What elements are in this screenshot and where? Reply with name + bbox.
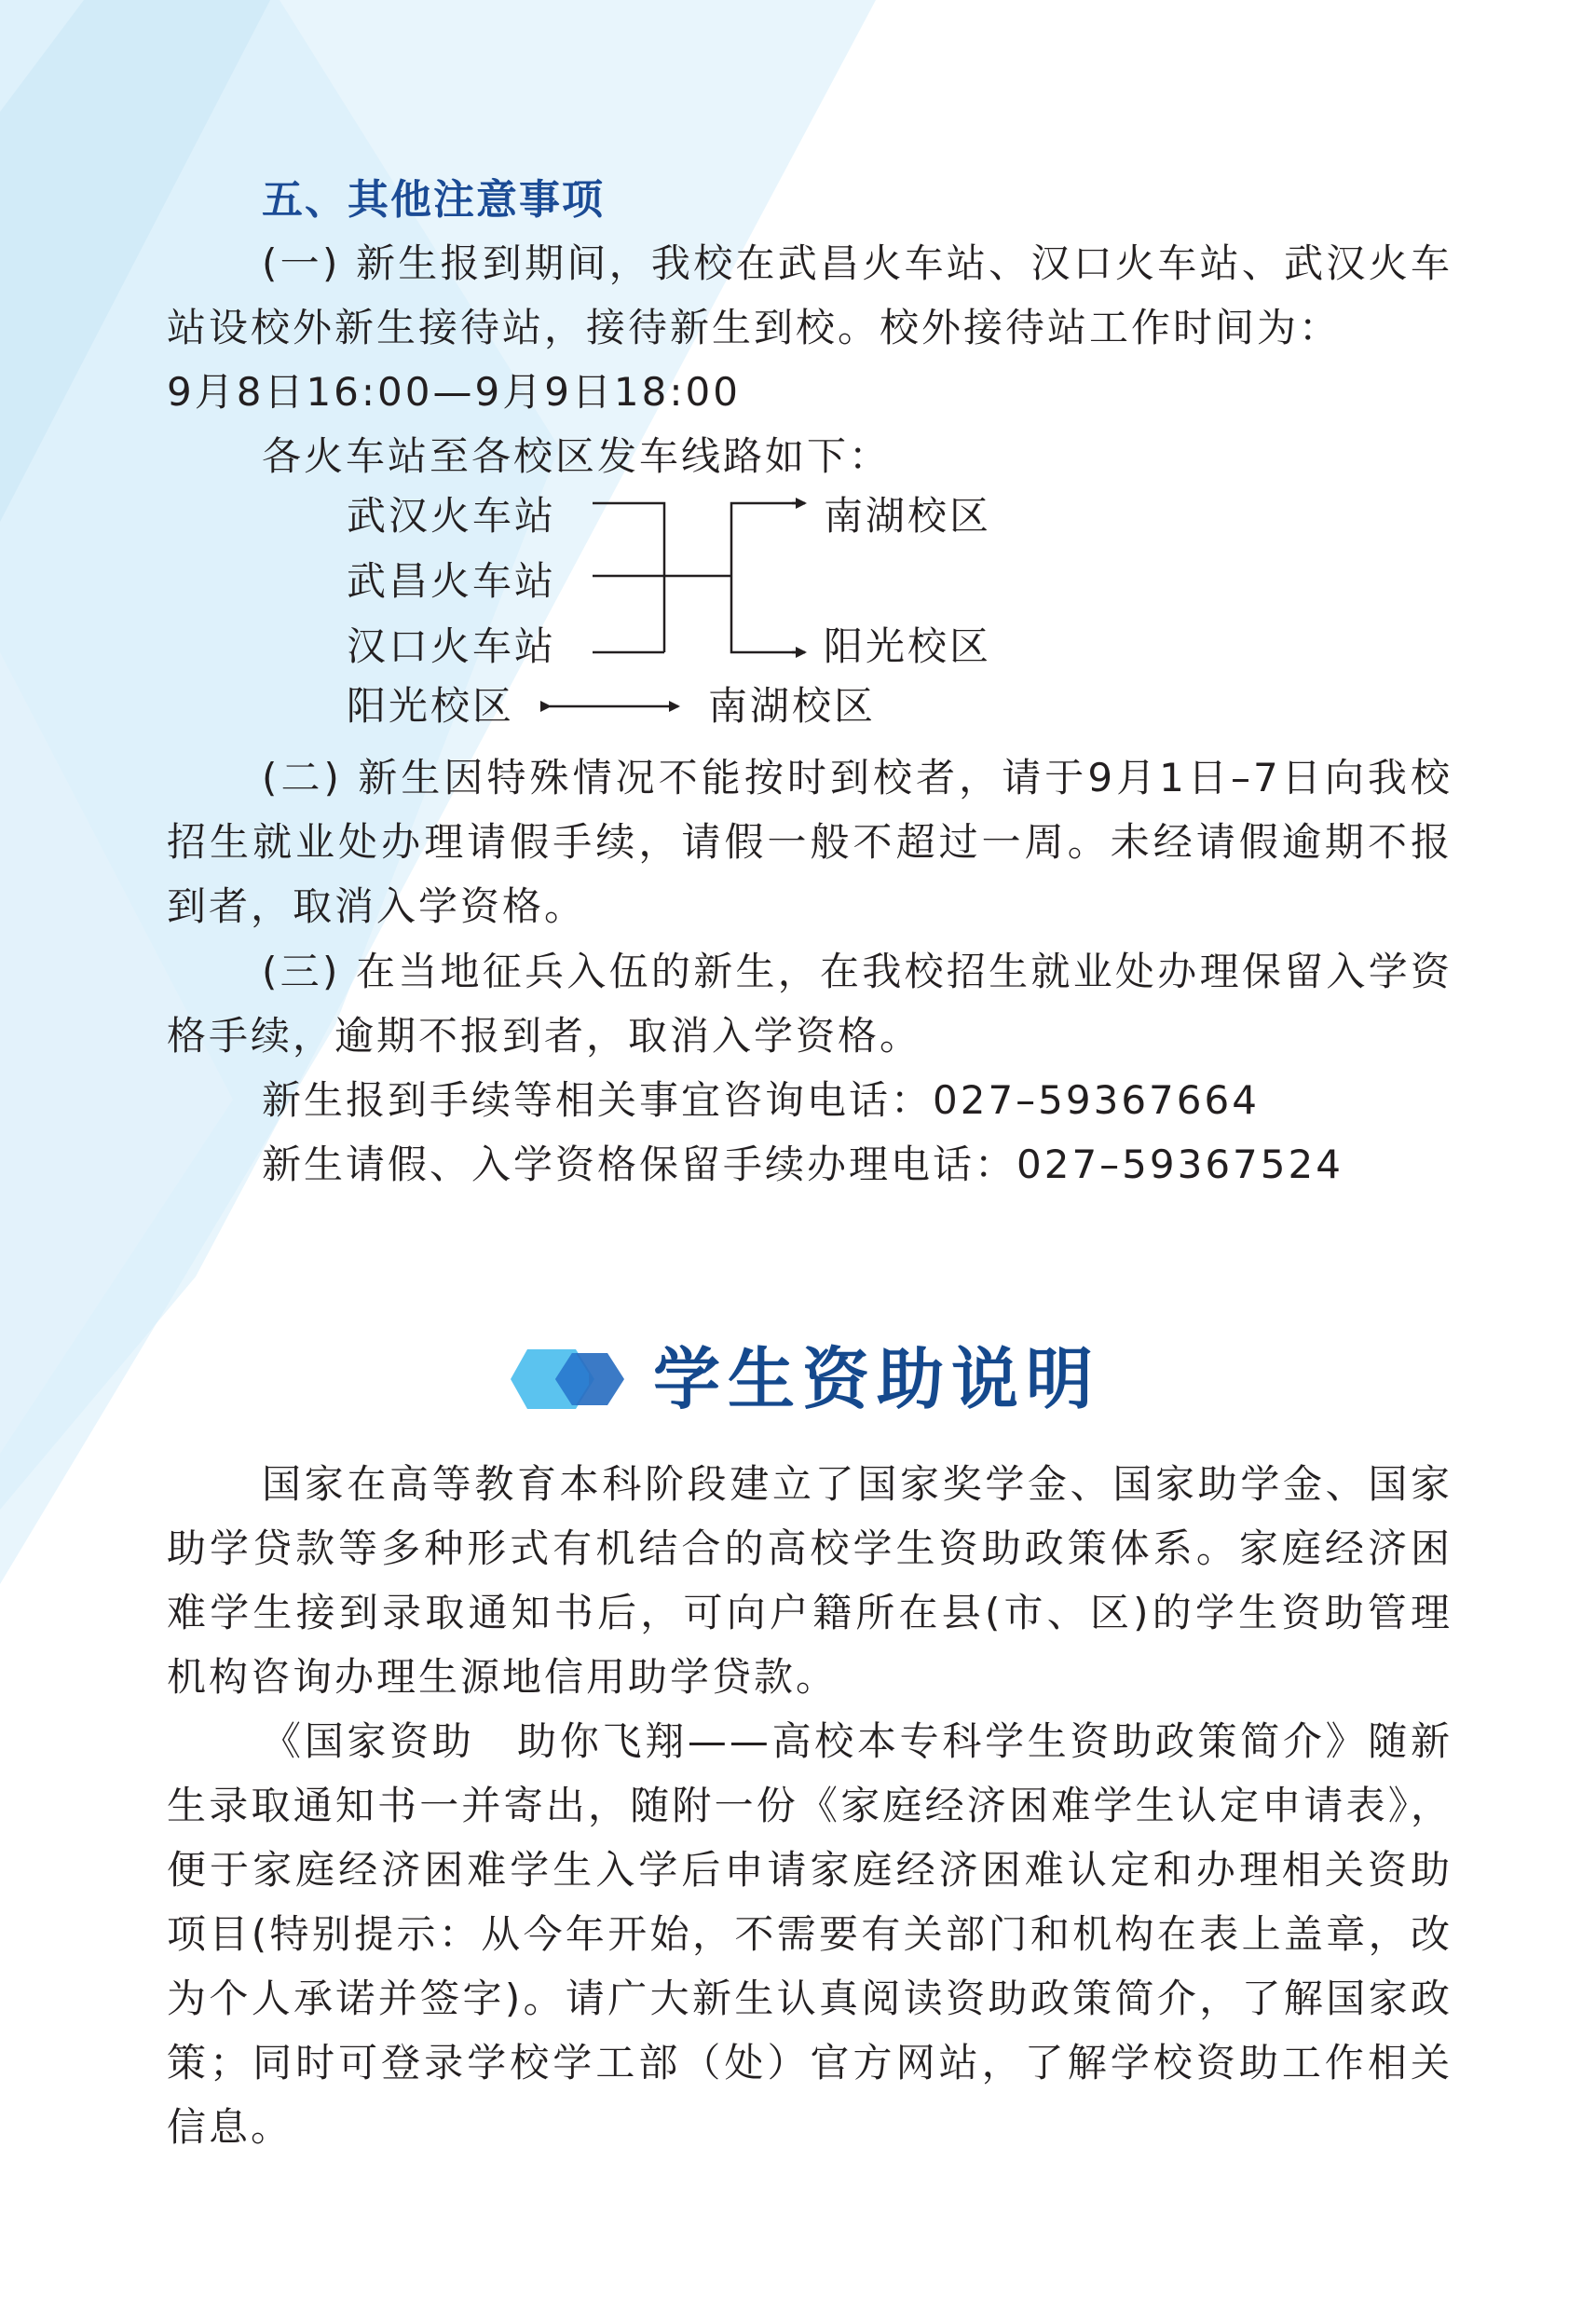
station-wuchang: 武昌火车站 [347,558,557,604]
routes-intro: 各火车站至各校区发车线路如下： [262,433,892,479]
campus-yangguang: 阳光校区 [824,623,992,669]
station-hankou: 汉口火车站 [347,623,557,669]
notes-paragraph-2: (二) 新生因特殊情况不能按时到校者，请于9月1日–7日向我校招生就业处办理请假手续，请假一般不超过一周。未经请假逾期不报到者，取消入学资格。 [167,755,1453,929]
notes-paragraph-3: (三) 在当地征兵入伍的新生，在我校招生就业处办理保留入学资格手续，逾期不报到者，取消入学资格。 [167,949,1453,1059]
route-line-wuhan [593,503,664,652]
shuttle-to: 南湖校区 [708,683,877,729]
route-diagram-lines [0,0,1596,745]
notes-heading: 五、其他注意事项 [262,176,605,224]
hexagon-icon [511,1342,626,1416]
campus-nanhu: 南湖校区 [824,493,992,539]
station-wuhan: 武汉火车站 [347,493,557,539]
aid-paragraph-1: 国家在高等教育本科阶段建立了国家奖学金、国家助学金、国家助学贷款等多种形式有机结合的高校学生资助政策体系。家庭经济困难学生接到录取通知书后，可向户籍所在县(市、区)的学生资助管理机构咨询办理生源地信用助学贷款。 [167,1461,1453,1700]
reception-time: 9月8日16:00—9月9日18:00 [167,369,741,415]
aid-paragraph-2: 《国家资助 助你飞翔——高校本专科学生资助政策简介》随新生录取通知书一并寄出，随附一份《家庭经济困难学生认定申请表》，便于家庭经济困难学生入学后申请家庭经济困难认定和办理相关资助项目(特别提示：从今年开始，不需要有关部门和机构在表上盖章，改为个人承诺并签字)。请广大新生认真阅读资助政策简介，了解国家政策；同时可登录学校学工部（处）官方网站，了解学校资助工作相关信息。 [167,1718,1453,2150]
shuttle-from: 阳光校区 [347,683,515,729]
aid-title: 学生资助说明 [653,1340,1101,1418]
phone-leave: 新生请假、入学资格保留手续办理电话：027–59367524 [262,1142,1344,1187]
phone-consult: 新生报到手续等相关事宜咨询电话：027–59367664 [262,1077,1260,1123]
notes-paragraph-1: (一) 新生报到期间，我校在武昌火车站、汉口火车站、武汉火车站设校外新生接待站，接待新生到校。校外接待站工作时间为： [167,240,1453,350]
route-branch [731,503,805,652]
